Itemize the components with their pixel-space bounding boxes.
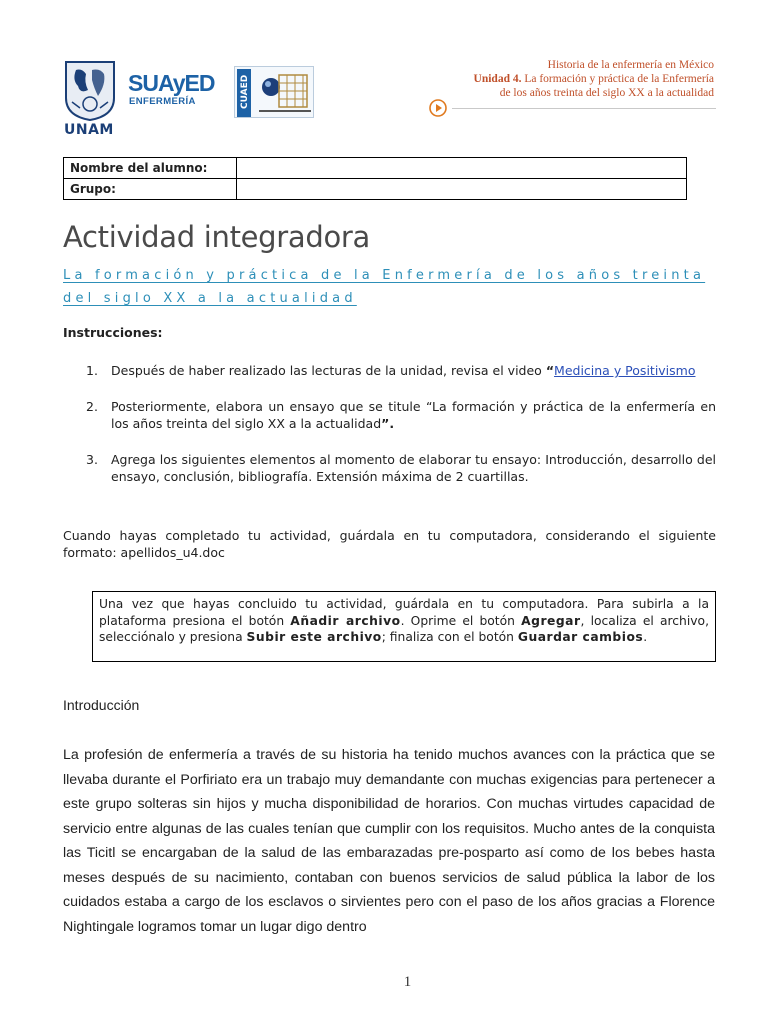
student-name-field[interactable] <box>237 158 687 179</box>
cuaed-logo <box>234 66 314 118</box>
upload-text: . <box>643 630 648 644</box>
quote-close: ”. <box>381 416 395 431</box>
list-item <box>86 398 716 432</box>
essay-introduction-heading: Introducción <box>63 697 140 713</box>
video-link[interactable]: Medicina y Positivismo <box>554 363 696 378</box>
suayed-logo <box>128 70 224 112</box>
upload-text: ; finaliza con el botón <box>381 630 518 644</box>
upload-file-button-label: Subir este archivo <box>246 630 382 644</box>
header-logos <box>62 60 322 138</box>
step-number: 1. <box>86 363 98 378</box>
unit-title-line2: de los años treinta del siglo XX a la actualidad <box>499 87 714 99</box>
step-number: 2. <box>86 399 98 414</box>
page-number: 1 <box>403 974 412 990</box>
student-info-table <box>63 157 687 200</box>
unam-label: UNAM <box>64 122 114 138</box>
unit-label: Unidad 4. <box>473 73 522 85</box>
activity-subtitle: La formación y práctica de la Enfermería de los años treinta del siglo XX a la actualidad <box>63 268 706 306</box>
group-field[interactable] <box>237 179 687 200</box>
instructions-heading: Instrucciones: <box>63 325 163 340</box>
quote-mark: “ <box>545 363 555 378</box>
table-row <box>64 179 687 200</box>
header-divider <box>452 108 716 109</box>
list-item <box>86 451 716 485</box>
step-text: Después de haber realizado las lecturas de la unidad, revisa el video <box>111 363 546 378</box>
header-course-info <box>474 58 714 100</box>
activity-title: Actividad integradora <box>63 220 371 254</box>
list-item <box>86 362 716 379</box>
essay-title-quote: “La formación y práctica de la enfermería en los años treinta del siglo XX a la actualidad <box>111 399 717 431</box>
essay-introduction-body: La profesión de enfermería a través de su historia ha tenido muchos avances con la práctica que se llevaba durante el Porfiriato era un trabajo muy demandante con muchas exigencias para pertenecer a este grupo solteras sin hijos y mucha disponibilidad de horarios. Con muchas virtudes capacidad de servicio entre algunas de las cuales tenían que cumplir con los requisitos. Mucho antes de la conquista las Ticitl se encargaban de la salud de las embarazadas pre-posparto así como de los bebes hasta meses después de su nacimiento, contaban con buenos servicios de salud pública la labor de los cuidados estaba a cargo de los esclavos o sirvientes pero con el paso de los años gracias a Florence Nightingale logramos tomar un lugar digo dentro <box>63 747 715 935</box>
student-name-label: Nombre del alumno: <box>64 158 237 179</box>
save-changes-button-label: Guardar cambios <box>517 630 644 644</box>
suayed-sub-label: ENFERMERÍA <box>129 96 196 107</box>
play-icon[interactable] <box>429 99 447 117</box>
suayed-label: SUAyED <box>128 70 215 96</box>
save-note: Cuando hayas completado tu actividad, guárdala en tu computadora, considerando el siguiente formato: apellidos_u4.doc <box>63 528 716 560</box>
unit-title-line1: La formación y práctica de la Enfermería <box>524 73 714 85</box>
step-text: Agrega los siguientes elementos al momento de elaborar tu ensayo: Introducción, desarrollo del ensayo, conclusión, bibliografía. Extensión máxima de 2 cuartillas. <box>111 452 716 484</box>
step-text: Posteriormente, elabora un ensayo que se titule <box>111 399 426 414</box>
unit-title <box>474 72 714 86</box>
upload-text: , localiza el archivo, selecciónalo y presiona <box>99 613 709 644</box>
add-button-label: Agregar <box>521 613 581 628</box>
cuaed-label: CUAED <box>240 74 250 109</box>
table-row <box>64 158 687 179</box>
course-title: Historia de la enfermería en México <box>547 59 714 71</box>
group-label: Grupo: <box>64 179 237 200</box>
upload-text: Una vez que hayas concluido tu actividad, guárdala en tu computadora. Para subirla a la plataforma presiona el botón <box>99 597 709 628</box>
add-file-button-label: Añadir archivo <box>290 613 401 628</box>
instructions-list <box>86 362 716 504</box>
upload-instructions-box <box>92 591 716 662</box>
upload-text: . Oprime el botón <box>400 613 522 628</box>
step-number: 3. <box>86 452 98 467</box>
